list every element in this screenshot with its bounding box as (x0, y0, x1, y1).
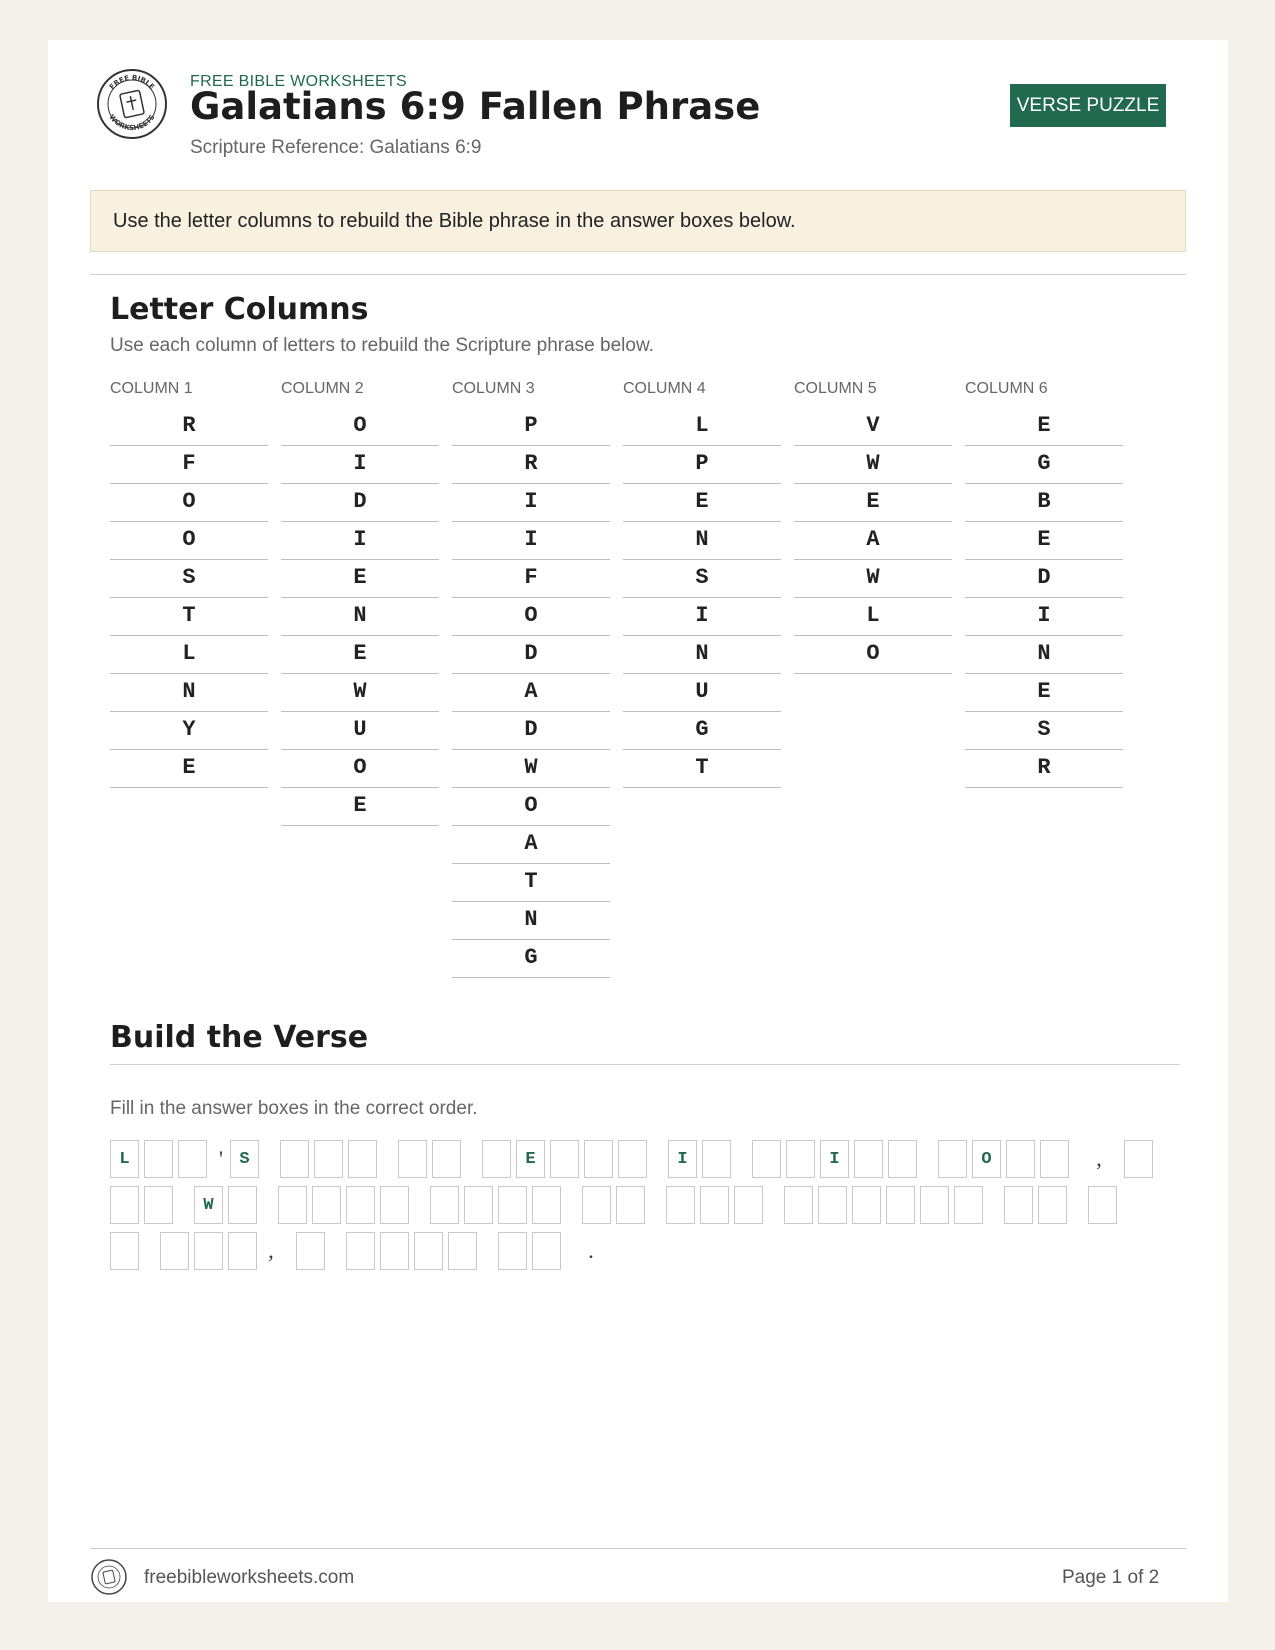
answer-box-hint[interactable]: O (972, 1140, 1001, 1178)
answer-box[interactable] (888, 1140, 917, 1178)
column-letter: L (623, 406, 781, 446)
answer-box-hint[interactable]: E (516, 1140, 545, 1178)
column-letter: E (281, 786, 439, 826)
answer-box[interactable] (666, 1186, 695, 1224)
column-letter: T (452, 862, 610, 902)
answer-box[interactable] (532, 1232, 561, 1270)
footer-logo (90, 1558, 128, 1596)
svg-text:WORKSHEETS: WORKSHEETS (107, 113, 157, 133)
answer-box[interactable] (920, 1186, 949, 1224)
answer-box[interactable] (854, 1140, 883, 1178)
answer-box[interactable] (1004, 1186, 1033, 1224)
letter-columns-description: Use each column of letters to rebuild the Scripture phrase below. (110, 335, 654, 356)
instructions-text: Use the letter columns to rebuild the Bible phrase in the answer boxes below. (113, 209, 796, 232)
answer-box[interactable] (954, 1186, 983, 1224)
column-letter: E (110, 748, 268, 788)
answer-box[interactable] (464, 1186, 493, 1224)
column-letter: E (281, 558, 439, 598)
column-letter: O (452, 786, 610, 826)
column-letter: I (452, 520, 610, 560)
answer-box-hint[interactable]: L (110, 1140, 139, 1178)
answer-box[interactable] (550, 1140, 579, 1178)
answer-box[interactable] (448, 1232, 477, 1270)
answer-box[interactable] (700, 1186, 729, 1224)
answer-box[interactable] (852, 1186, 881, 1224)
answer-box[interactable] (144, 1186, 173, 1224)
column-letter: A (452, 824, 610, 864)
column-letter: I (623, 596, 781, 636)
column-letter: T (623, 748, 781, 788)
column-label: COLUMN 4 (623, 380, 706, 397)
punctuation-mark: ' (219, 1146, 223, 1171)
answer-box[interactable] (296, 1232, 325, 1270)
column-letter: A (794, 520, 952, 560)
column-letter: E (623, 482, 781, 522)
answer-box[interactable] (430, 1186, 459, 1224)
column-letter: D (452, 710, 610, 750)
column-letter: O (794, 634, 952, 674)
column-letter: I (281, 520, 439, 560)
answer-box[interactable] (144, 1140, 173, 1178)
build-verse-description: Fill in the answer boxes in the correct order. (110, 1098, 478, 1119)
answer-box-hint[interactable]: W (194, 1186, 223, 1224)
column-letter: O (110, 520, 268, 560)
answer-box[interactable] (228, 1232, 257, 1270)
column-letter: I (281, 444, 439, 484)
page-title: Galatians 6:9 Fallen Phrase (190, 85, 761, 128)
answer-box[interactable] (1124, 1140, 1153, 1178)
svg-text:FREE BIBLE: FREE BIBLE (108, 73, 156, 92)
column-letter: T (110, 596, 268, 636)
column-letter: E (281, 634, 439, 674)
section-divider (110, 1064, 1180, 1065)
column-letter: F (452, 558, 610, 598)
column-letter: W (794, 444, 952, 484)
column-letter: N (281, 596, 439, 636)
footer-divider (90, 1548, 1186, 1549)
answer-box[interactable] (346, 1186, 375, 1224)
column-letter: N (623, 634, 781, 674)
column-letter: L (794, 596, 952, 636)
column-letter: E (965, 520, 1123, 560)
answer-box[interactable] (784, 1186, 813, 1224)
column-letter: S (110, 558, 268, 598)
answer-box[interactable] (380, 1186, 409, 1224)
answer-box[interactable] (532, 1186, 561, 1224)
column-letter: U (623, 672, 781, 712)
column-letter: S (965, 710, 1123, 750)
column-letter: O (110, 482, 268, 522)
column-label: COLUMN 2 (281, 380, 364, 397)
answer-box-hint[interactable]: I (820, 1140, 849, 1178)
eyebrow-label: FREE BIBLE WORKSHEETS (190, 73, 408, 90)
column-letter: G (452, 938, 610, 978)
column-label: COLUMN 1 (110, 380, 193, 397)
bible-worksheets-logo (96, 68, 168, 140)
build-verse-heading: Build the Verse (110, 1020, 369, 1055)
answer-box[interactable] (1040, 1140, 1069, 1178)
column-letter: R (452, 444, 610, 484)
answer-box[interactable] (110, 1232, 139, 1270)
column-letter: P (452, 406, 610, 446)
answer-box[interactable] (886, 1186, 915, 1224)
answer-box[interactable] (616, 1186, 645, 1224)
column-letter: O (452, 596, 610, 636)
scripture-reference: Scripture Reference: Galatians 6:9 (190, 137, 482, 158)
section-divider (90, 274, 1186, 275)
answer-box[interactable] (498, 1186, 527, 1224)
answer-box[interactable] (380, 1232, 409, 1270)
punctuation-mark: , (268, 1238, 274, 1263)
footer-page-number: Page 1 of 2 (1062, 1567, 1160, 1588)
answer-box[interactable] (312, 1186, 341, 1224)
column-letter: D (965, 558, 1123, 598)
column-letter: U (281, 710, 439, 750)
answer-box[interactable] (702, 1140, 731, 1178)
column-label: COLUMN 5 (794, 380, 877, 397)
column-letter: E (794, 482, 952, 522)
answer-box[interactable] (734, 1186, 763, 1224)
column-label: COLUMN 3 (452, 380, 535, 397)
answer-box[interactable] (938, 1140, 967, 1178)
answer-box[interactable] (1088, 1186, 1117, 1224)
answer-box[interactable] (414, 1232, 443, 1270)
column-letter: N (452, 900, 610, 940)
answer-box[interactable] (482, 1140, 511, 1178)
answer-box[interactable] (618, 1140, 647, 1178)
column-letter: E (965, 672, 1123, 712)
answer-box[interactable] (1038, 1186, 1067, 1224)
answer-box[interactable] (786, 1140, 815, 1178)
answer-box[interactable] (194, 1232, 223, 1270)
verse-puzzle-badge: VERSE PUZZLE (1010, 84, 1166, 127)
column-letter: G (623, 710, 781, 750)
answer-box[interactable] (280, 1140, 309, 1178)
column-letter: W (281, 672, 439, 712)
column-letter: A (452, 672, 610, 712)
answer-box[interactable] (278, 1186, 307, 1224)
column-letter: E (965, 406, 1123, 446)
column-letter: R (965, 748, 1123, 788)
column-letter: O (281, 406, 439, 446)
column-letter: G (965, 444, 1123, 484)
answer-box[interactable] (818, 1186, 847, 1224)
answer-box[interactable] (432, 1140, 461, 1178)
answer-box[interactable] (178, 1140, 207, 1178)
column-letter: B (965, 482, 1123, 522)
answer-box[interactable] (348, 1140, 377, 1178)
answer-box[interactable] (228, 1186, 257, 1224)
answer-box-hint[interactable]: I (668, 1140, 697, 1178)
column-letter: Y (110, 710, 268, 750)
column-letter: N (110, 672, 268, 712)
column-letter: D (281, 482, 439, 522)
column-letter: N (623, 520, 781, 560)
answer-box[interactable] (110, 1186, 139, 1224)
answer-box-hint[interactable]: S (230, 1140, 259, 1178)
column-letter: W (794, 558, 952, 598)
answer-box[interactable] (498, 1232, 527, 1270)
column-letter: V (794, 406, 952, 446)
answer-box[interactable] (752, 1140, 781, 1178)
answer-box[interactable] (584, 1140, 613, 1178)
column-letter: D (452, 634, 610, 674)
column-letter: N (965, 634, 1123, 674)
punctuation-mark: . (588, 1238, 594, 1263)
column-label: COLUMN 6 (965, 380, 1048, 397)
letter-columns-heading: Letter Columns (110, 292, 369, 327)
footer-site: freebibleworksheets.com (144, 1567, 355, 1588)
worksheet-page (48, 40, 1228, 1602)
answer-box[interactable] (160, 1232, 189, 1270)
answer-box[interactable] (346, 1232, 375, 1270)
answer-box[interactable] (1006, 1140, 1035, 1178)
column-letter: W (452, 748, 610, 788)
answer-box[interactable] (398, 1140, 427, 1178)
answer-box[interactable] (582, 1186, 611, 1224)
punctuation-mark: , (1096, 1146, 1102, 1171)
column-letter: L (110, 634, 268, 674)
column-letter: P (623, 444, 781, 484)
column-letter: F (110, 444, 268, 484)
column-letter: O (281, 748, 439, 788)
column-letter: I (965, 596, 1123, 636)
column-letter: S (623, 558, 781, 598)
instructions-box (90, 190, 1186, 252)
column-letter: I (452, 482, 610, 522)
answer-box[interactable] (314, 1140, 343, 1178)
column-letter: R (110, 406, 268, 446)
